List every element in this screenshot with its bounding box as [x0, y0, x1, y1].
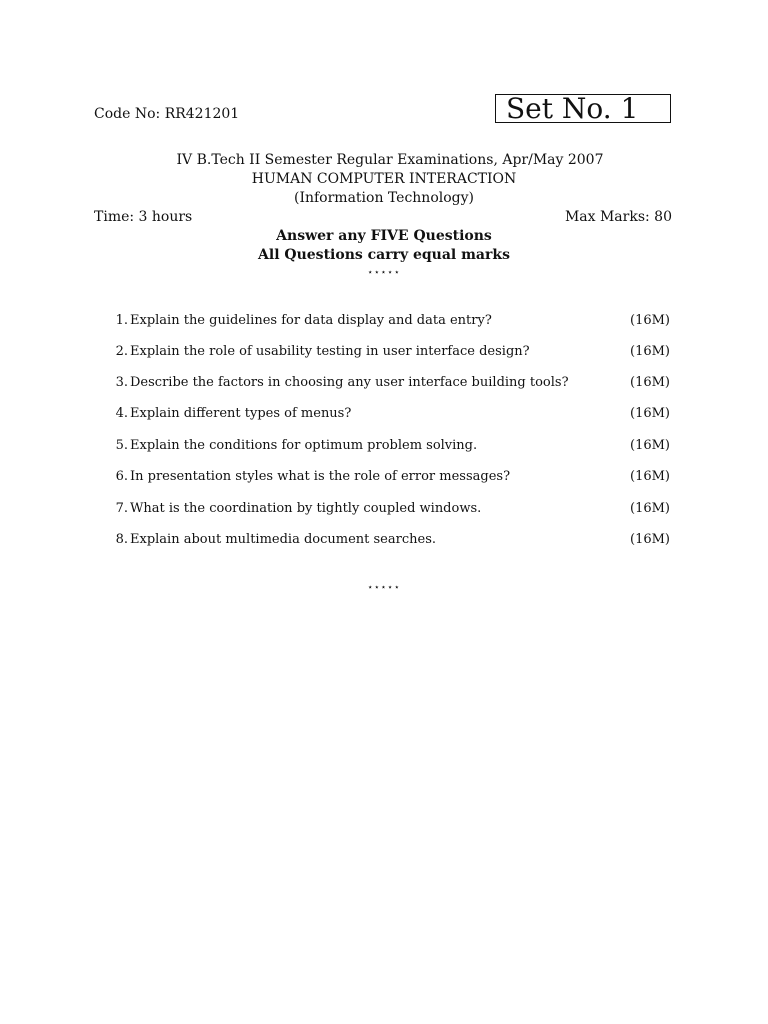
instruction-equal-marks: All Questions carry equal marks: [258, 247, 510, 263]
question-number: 2.: [115, 344, 128, 359]
instruction-answer-five: Answer any FIVE Questions: [276, 228, 492, 244]
question-number: 7.: [115, 501, 128, 516]
question-item: [110, 438, 670, 458]
question-text: In presentation styles what is the role of error messages?: [130, 469, 511, 484]
question-text: Explain about multimedia document searches.: [130, 532, 436, 547]
question-number: 3.: [115, 375, 128, 390]
question-item: [110, 532, 670, 552]
question-item: [110, 344, 670, 364]
question-marks: (16M): [630, 532, 670, 547]
question-text: Explain the role of usability testing in user interface design?: [130, 344, 530, 359]
question-marks: (16M): [630, 344, 670, 359]
question-text: Explain different types of menus?: [130, 406, 352, 421]
set-number-box: [495, 94, 671, 123]
question-text: Explain the guidelines for data display and data entry?: [130, 313, 492, 328]
separator-stars-bottom: ⋆⋆⋆⋆⋆: [367, 583, 401, 593]
subject-title: HUMAN COMPUTER INTERACTION: [251, 171, 517, 187]
question-text: Explain the conditions for optimum problem solving.: [130, 438, 478, 453]
exam-title: IV B.Tech II Semester Regular Examinations, Apr/May 2007: [176, 152, 604, 168]
question-item: [110, 313, 670, 333]
question-item: [110, 501, 670, 521]
time-duration: Time: 3 hours: [94, 209, 193, 225]
question-text: Describe the factors in choosing any user interface building tools?: [130, 375, 569, 390]
branch-name: (Information Technology): [293, 190, 474, 206]
question-number: 6.: [115, 469, 128, 484]
question-marks: (16M): [630, 375, 670, 390]
question-number: 4.: [115, 406, 128, 421]
question-item: [110, 469, 670, 489]
question-item: [110, 406, 670, 426]
question-marks: (16M): [630, 469, 670, 484]
max-marks: Max Marks: 80: [564, 209, 672, 225]
question-number: 1.: [115, 313, 128, 328]
question-marks: (16M): [630, 406, 670, 421]
code-value: RR421201: [164, 106, 240, 122]
question-marks: (16M): [630, 313, 670, 328]
question-item: [110, 375, 670, 395]
code-number: [94, 106, 239, 122]
question-text: What is the coordination by tightly coupled windows.: [130, 501, 482, 516]
question-number: 5.: [115, 438, 128, 453]
set-number-label: Set No. 1: [506, 92, 639, 125]
separator-stars-top: ⋆⋆⋆⋆⋆: [367, 268, 401, 278]
question-number: 8.: [115, 532, 128, 547]
question-marks: (16M): [630, 438, 670, 453]
question-marks: (16M): [630, 501, 670, 516]
code-label: Code No:: [94, 106, 161, 122]
